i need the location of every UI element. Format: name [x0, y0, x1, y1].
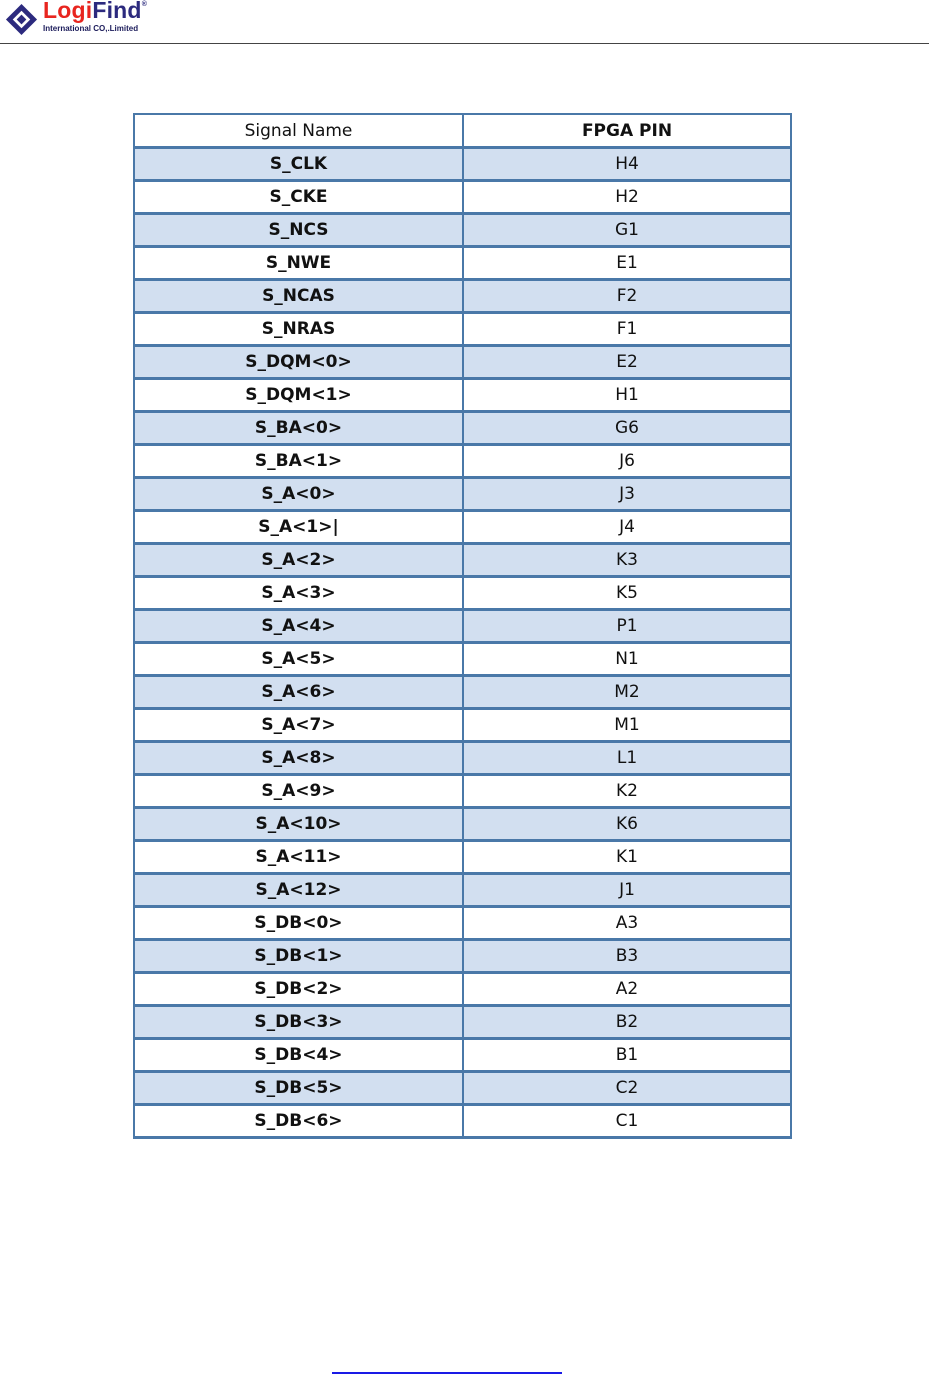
fpga-pin-header: FPGA PIN — [463, 114, 791, 148]
fpga-pin-cell: J1 — [463, 874, 791, 907]
fpga-pin-cell: C2 — [463, 1072, 791, 1105]
logifind-logo-icon — [5, 3, 38, 36]
table-body — [134, 148, 791, 1138]
fpga-pin-cell: M1 — [463, 709, 791, 742]
table-row — [134, 478, 791, 511]
table-row — [134, 742, 791, 775]
fpga-pin-cell: H1 — [463, 379, 791, 412]
signal-name-cell: S_A<5> — [134, 643, 463, 676]
fpga-pin-cell: K1 — [463, 841, 791, 874]
fpga-pin-cell: A3 — [463, 907, 791, 940]
table-row — [134, 676, 791, 709]
table-row — [134, 379, 791, 412]
table-row — [134, 973, 791, 1006]
signal-name-cell: S_NWE — [134, 247, 463, 280]
table-row — [134, 313, 791, 346]
fpga-pin-cell: C1 — [463, 1105, 791, 1138]
fpga-pin-cell: J6 — [463, 445, 791, 478]
table-row — [134, 544, 791, 577]
table-row — [134, 1039, 791, 1072]
signal-name-cell: S_DQM<1> — [134, 379, 463, 412]
signal-name-cell: S_NCS — [134, 214, 463, 247]
table-row — [134, 346, 791, 379]
signal-name-cell: S_A<0> — [134, 478, 463, 511]
signal-name-cell: S_DB<2> — [134, 973, 463, 1006]
signal-name-cell: S_DB<1> — [134, 940, 463, 973]
table-row — [134, 511, 791, 544]
signal-name-cell: S_DB<5> — [134, 1072, 463, 1105]
signal-name-cell: S_A<4> — [134, 610, 463, 643]
table-row — [134, 841, 791, 874]
table-row — [134, 874, 791, 907]
fpga-pin-cell: F2 — [463, 280, 791, 313]
table-row — [134, 247, 791, 280]
fpga-pin-cell: K6 — [463, 808, 791, 841]
table-row — [134, 709, 791, 742]
signal-name-cell: S_BA<1> — [134, 445, 463, 478]
signal-name-cell: S_A<10> — [134, 808, 463, 841]
table-row — [134, 445, 791, 478]
signal-name-cell: S_A<9> — [134, 775, 463, 808]
signal-name-cell: S_A<2> — [134, 544, 463, 577]
signal-name-cell: S_A<11> — [134, 841, 463, 874]
signal-name-cell: S_BA<0> — [134, 412, 463, 445]
table-row — [134, 280, 791, 313]
signal-name-cell: S_A<1>| — [134, 511, 463, 544]
pin-assignment-table — [133, 113, 792, 1139]
fpga-pin-cell: G1 — [463, 214, 791, 247]
table-row — [134, 1072, 791, 1105]
brand-subtitle: International CO,.Limited — [43, 24, 139, 33]
signal-name-cell: S_A<6> — [134, 676, 463, 709]
table-row — [134, 214, 791, 247]
table-row — [134, 775, 791, 808]
signal-name-cell: S_NRAS — [134, 313, 463, 346]
signal-name-cell: S_DB<0> — [134, 907, 463, 940]
fpga-pin-cell: J4 — [463, 511, 791, 544]
fpga-pin-cell: B1 — [463, 1039, 791, 1072]
signal-name-cell: S_A<8> — [134, 742, 463, 775]
table-row — [134, 907, 791, 940]
fpga-pin-cell: H2 — [463, 181, 791, 214]
table-header-row — [134, 114, 791, 148]
signal-name-cell: S_CLK — [134, 148, 463, 181]
table-row — [134, 808, 791, 841]
table-row — [134, 610, 791, 643]
fpga-pin-cell: K2 — [463, 775, 791, 808]
fpga-pin-cell: J3 — [463, 478, 791, 511]
table-row — [134, 643, 791, 676]
fpga-pin-cell: E2 — [463, 346, 791, 379]
fpga-pin-cell: N1 — [463, 643, 791, 676]
fpga-pin-cell: K5 — [463, 577, 791, 610]
table-row — [134, 181, 791, 214]
signal-name-cell: S_A<7> — [134, 709, 463, 742]
table-row — [134, 1105, 791, 1138]
fpga-pin-cell: A2 — [463, 973, 791, 1006]
fpga-pin-cell: B2 — [463, 1006, 791, 1039]
signal-name-cell: S_DB<6> — [134, 1105, 463, 1138]
fpga-pin-cell: L1 — [463, 742, 791, 775]
fpga-pin-cell: K3 — [463, 544, 791, 577]
page-header — [0, 0, 929, 44]
signal-name-cell: S_CKE — [134, 181, 463, 214]
header-divider — [0, 43, 929, 44]
table-row — [134, 412, 791, 445]
brand-name: LogiFind® — [43, 0, 148, 23]
table-row — [134, 148, 791, 181]
signal-name-cell: S_A<3> — [134, 577, 463, 610]
fpga-pin-cell: F1 — [463, 313, 791, 346]
signal-name-cell: S_DQM<0> — [134, 346, 463, 379]
fpga-pin-cell: M2 — [463, 676, 791, 709]
signal-name-header: Signal Name — [134, 114, 463, 148]
fpga-pin-cell: H4 — [463, 148, 791, 181]
fpga-pin-cell: E1 — [463, 247, 791, 280]
fpga-pin-cell: P1 — [463, 610, 791, 643]
fpga-pin-cell: B3 — [463, 940, 791, 973]
fpga-pin-cell: G6 — [463, 412, 791, 445]
table-row — [134, 1006, 791, 1039]
footer-link-underline[interactable] — [332, 1372, 562, 1374]
signal-name-cell: S_NCAS — [134, 280, 463, 313]
signal-name-cell: S_DB<3> — [134, 1006, 463, 1039]
table-row — [134, 940, 791, 973]
signal-name-cell: S_A<12> — [134, 874, 463, 907]
table-row — [134, 577, 791, 610]
signal-name-cell: S_DB<4> — [134, 1039, 463, 1072]
